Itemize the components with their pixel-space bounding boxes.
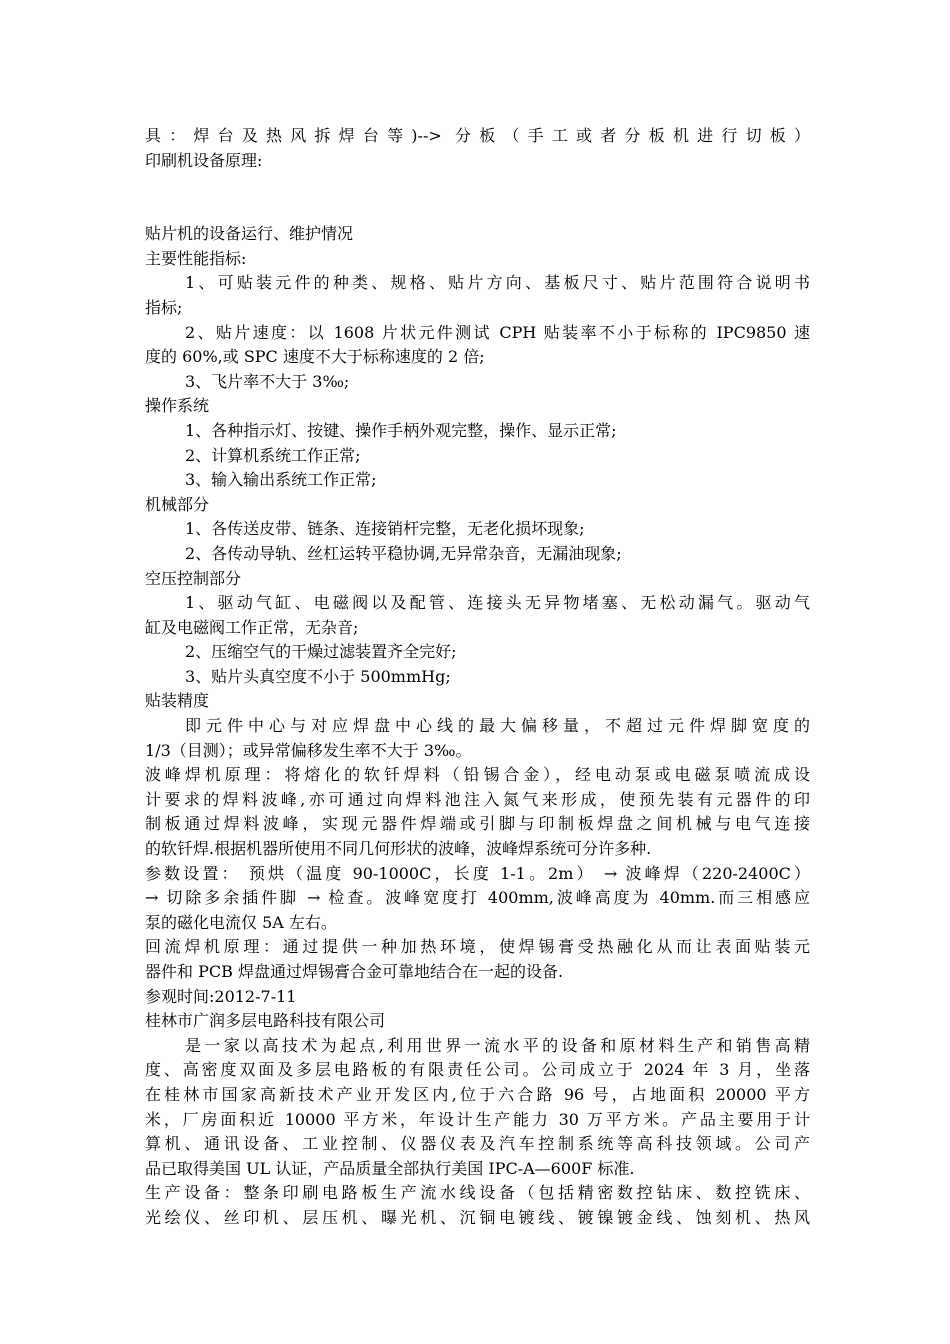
text-line: 算机、通讯设备、工业控制、仪器仪表及汽车控制系统等高科技领域。公司产 (145, 1134, 810, 1154)
text-line: 波峰焊机原理：将熔化的软钎焊料（铅锡合金），经电动泵或电磁泵喷流成设 (145, 765, 810, 785)
text-line: 指标; (145, 297, 183, 317)
text-line: 2、各传动导轨、丝杠运转平稳协调,无异常杂音，无漏油现象; (185, 543, 622, 563)
text-line: 3、输入输出系统工作正常; (185, 470, 377, 490)
text-line: 3、贴片头真空度不小于 500mmHg; (185, 666, 451, 686)
text-line: 泵的磁化电流仅 5A 左右。 (145, 912, 337, 932)
text-line: 主要性能指标: (145, 248, 247, 268)
document-body (145, 124, 810, 1231)
text-line: 生产设备：整条印刷电路板生产流水线设备（包括精密数控钻床、数控铣床、 (145, 1183, 810, 1203)
blank-line (145, 173, 810, 222)
text-line: 1、驱动气缸、电磁阀以及配管、连接头无异物堵塞、无松动漏气。驱动气 (185, 593, 810, 613)
text-line: 2、贴片速度：以 1608 片状元件测试 CPH 贴装率不小于标称的 IPC9850 速 (185, 322, 810, 342)
section-heading: 空压控制部分 (145, 568, 242, 588)
section-heading: 贴装精度 (145, 691, 210, 711)
text-line: 的软钎焊.根据机器所使用不同几何形状的波峰，波峰焊系统可分许多种. (145, 839, 652, 859)
text-line: 3、飞片率不大于 3‰; (185, 371, 350, 391)
text-line: → 切除多余插件脚 → 检查。波峰宽度打 400mm,波峰高度为 40mm.而三相感应 (145, 888, 810, 908)
section-heading: 操作系统 (145, 396, 210, 416)
text-line: 1、各种指示灯、按键、操作手柄外观完整，操作、显示正常; (185, 420, 617, 440)
text-line: 印刷机设备原理: (145, 150, 263, 170)
section-heading: 机械部分 (145, 494, 210, 514)
text-line: 器件和 PCB 焊盘通过焊锡膏合金可靠地结合在一起的设备. (145, 962, 564, 981)
text-line: 品已取得美国 UL 认证，产品质量全部执行美国 IPC-A—600F 标准. (145, 1158, 635, 1178)
text-line: 2、压缩空气的干燥过滤装置齐全完好; (185, 642, 457, 662)
text-line: 是一家以高技术为起点,利用世界一流水平的设备和原材料生产和销售高精 (185, 1035, 810, 1055)
section-heading: 贴片机的设备运行、维护情况 (145, 224, 354, 244)
text-line: 2、计算机系统工作正常; (185, 445, 361, 465)
text-line: 回流焊机原理：通过提供一种加热环境，使焊锡膏受热融化从而让表面贴装元 (145, 937, 810, 957)
text-line: 度的 60%,或 SPC 速度不大于标称速度的 2 倍; (145, 347, 485, 367)
text-line: 参观时间:2012-7-11 (145, 986, 297, 1006)
text-line: 制板通过焊料波峰，实现元器件焊端或引脚与印制板焊盘之间机械与电气连接 (145, 814, 810, 834)
text-line: 参数设置： 预烘（温度 90-1000C，长度 1-1。2m） → 波峰焊（220-2400C） (145, 863, 810, 883)
text-line: 1、可贴装元件的种类、规格、贴片方向、基板尺寸、贴片范围符合说明书 (185, 273, 810, 293)
text-line: 具：焊台及热风拆焊台等)--> 分板（手工或者分板机进行切板） (145, 126, 810, 145)
text-line: 光绘仪、丝印机、层压机、曝光机、沉铜电镀线、镀镍镀金线、蚀刻机、热风 (145, 1207, 810, 1227)
text-line: 度、高密度双面及多层电路板的有限责任公司。公司成立于 2024 年 3 月，坐落 (145, 1060, 810, 1080)
section-heading: 桂林市广润多层电路科技有限公司 (145, 1011, 386, 1031)
text-line: 缸及电磁阀工作正常，无杂音; (145, 617, 359, 637)
text-line: 米，厂房面积近 10000 平方米，年设计生产能力 30 万平方米。产品主要用于计 (145, 1109, 810, 1129)
text-line: 1、各传送皮带、链条、连接销杆完整，无老化损坏现象; (185, 519, 585, 539)
text-line: 即元件中心与对应焊盘中心线的最大偏移量，不超过元件焊脚宽度的 (185, 716, 810, 736)
text-line: 计要求的焊料波峰,亦可通过向焊料池注入氮气来形成，使预先装有元器件的印 (145, 789, 810, 809)
text-line: 在桂林市国家高新技术产业开发区内,位于六合路 96 号，占地面积 20000 平方 (145, 1084, 810, 1104)
text-line: 1/3（目测）；或异常偏移发生率不大于 3‰。 (145, 740, 472, 760)
